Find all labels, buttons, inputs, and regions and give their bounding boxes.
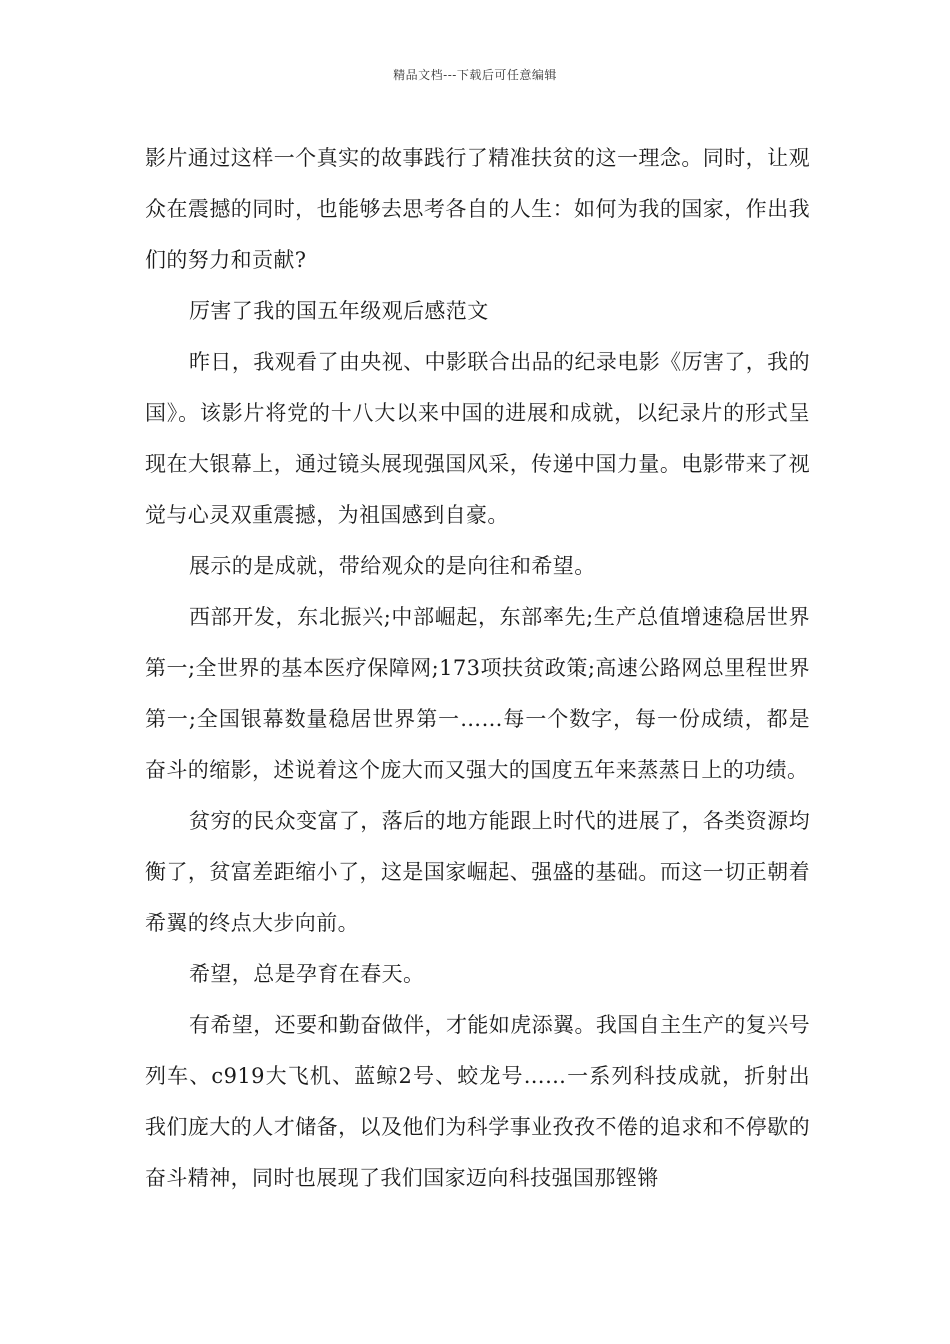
paragraph: 有希望，还要和勤奋做伴，才能如虎添翼。我国自主生产的复兴号列车、c919大飞机、蓝鲸2号、蛟龙号……一系列科技成就，折射出我们庞大的人才储备，以及他们为科学事业孜孜不倦的追求和不停歇的奋斗精神，同时也展现了我们国家迈向科技强国那铿锵 — [145, 1013, 810, 1190]
paragraph: 希望，总是孕育在春天。 — [189, 962, 425, 986]
section-title: 厉害了我的国五年级观后感范文 — [189, 299, 489, 323]
page-header: 精品文档---下载后可任意编辑 — [393, 68, 557, 82]
paragraph: 贫穷的民众变富了，落后的地方能跟上时代的进展了，各类资源均衡了，贫富差距缩小了，这是国家崛起、强盛的基础。而这一切正朝着希翼的终点大步向前。 — [145, 809, 810, 935]
paragraph: 西部开发，东北振兴;中部崛起，东部率先;生产总值增速稳居世界第一;全世界的基本医疗保障网;173项扶贫政策;高速公路网总里程世界第一;全国银幕数量稳居世界第一……每一个数字，每一份成绩，都是奋斗的缩影，述说着这个庞大而又强大的国度五年来蒸蒸日上的功绩。 — [145, 605, 810, 782]
paragraph: 昨日，我观看了由央视、中影联合出品的纪录电影《厉害了，我的国》。该影片将党的十八大以来中国的进展和成就，以纪录片的形式呈现在大银幕上，通过镜头展现强国风采，传递中国力量。电影带来了视觉与心灵双重震撼，为祖国感到自豪。 — [145, 350, 810, 527]
document-body — [145, 133, 810, 1204]
paragraph-continuation: 影片通过这样一个真实的故事践行了精准扶贫的这一理念。同时，让观众在震撼的同时，也能够去思考各自的人生：如何为我的国家，作出我们的努力和贡献? — [145, 146, 810, 272]
paragraph: 展示的是成就，带给观众的是向往和希望。 — [189, 554, 596, 578]
